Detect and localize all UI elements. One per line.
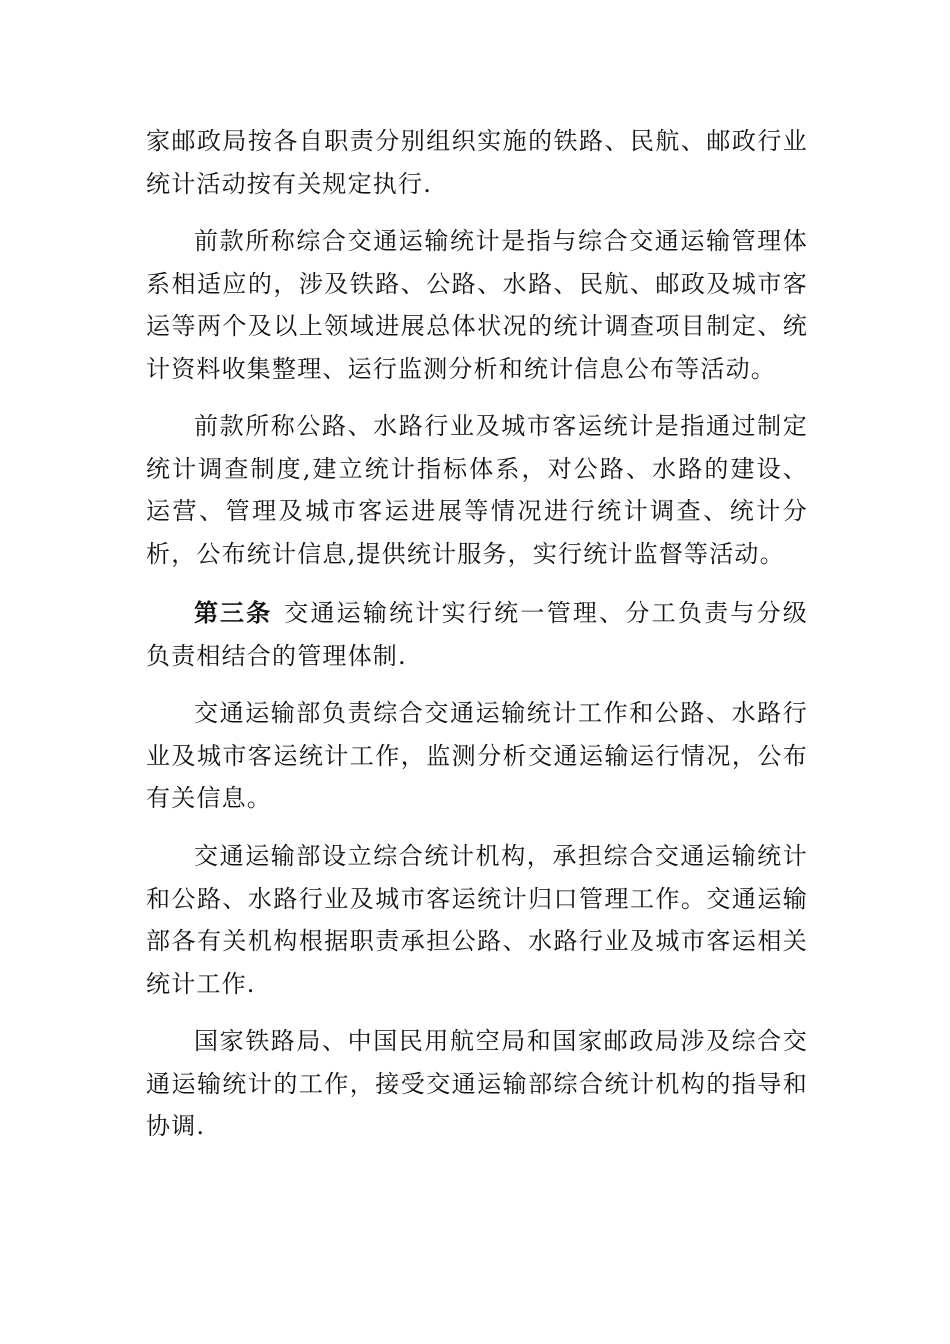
paragraph-comprehensive-definition: 前款所称综合交通运输统计是指与综合交通运输管理体系相适应的，涉及铁路、公路、水路、民航、邮政及城市客运等两个及以上领域进展总体状况的统计调查项目制定、统计资料收集整理、运行监测分析和统计信息公布等活动。 [146,227,808,383]
paragraph-ministry-responsibility: 交通运输部负责综合交通运输统计工作和公路、水路行业及城市客运统计工作，监测分析交通运输运行情况，公布有关信息。 [146,699,808,812]
article-three [146,592,808,677]
paragraph-continuation: 家邮政局按各自职责分别组织实施的铁路、民航、邮政行业统计活动按有关规定执行. [146,127,808,198]
paragraph-statistics-agency: 交通运输部设立综合统计机构，承担综合交通运输统计和公路、水路行业及城市客运统计归口管理工作。交通运输部各有关机构根据职责承担公路、水路行业及城市客运相关统计工作. [146,842,808,998]
article-three-body: 交通运输统计实行统一管理、分工负责与分级负责相结合的管理体制. [146,599,809,670]
paragraph-highway-waterway-definition: 前款所称公路、水路行业及城市客运统计是指通过制定统计调查制度,建立统计指标体系，对公路、水路的建设、运营、管理及城市客运进展等情况进行统计调查、统计分析，公布统计信息,提供统计服务，实行统计监督等活动。 [146,412,808,568]
paragraph-other-bureaus: 国家铁路局、中国民用航空局和国家邮政局涉及综合交通运输统计的工作，接受交通运输部综合统计机构的指导和协调. [146,1027,808,1140]
article-heading: 第三条 [194,599,273,627]
